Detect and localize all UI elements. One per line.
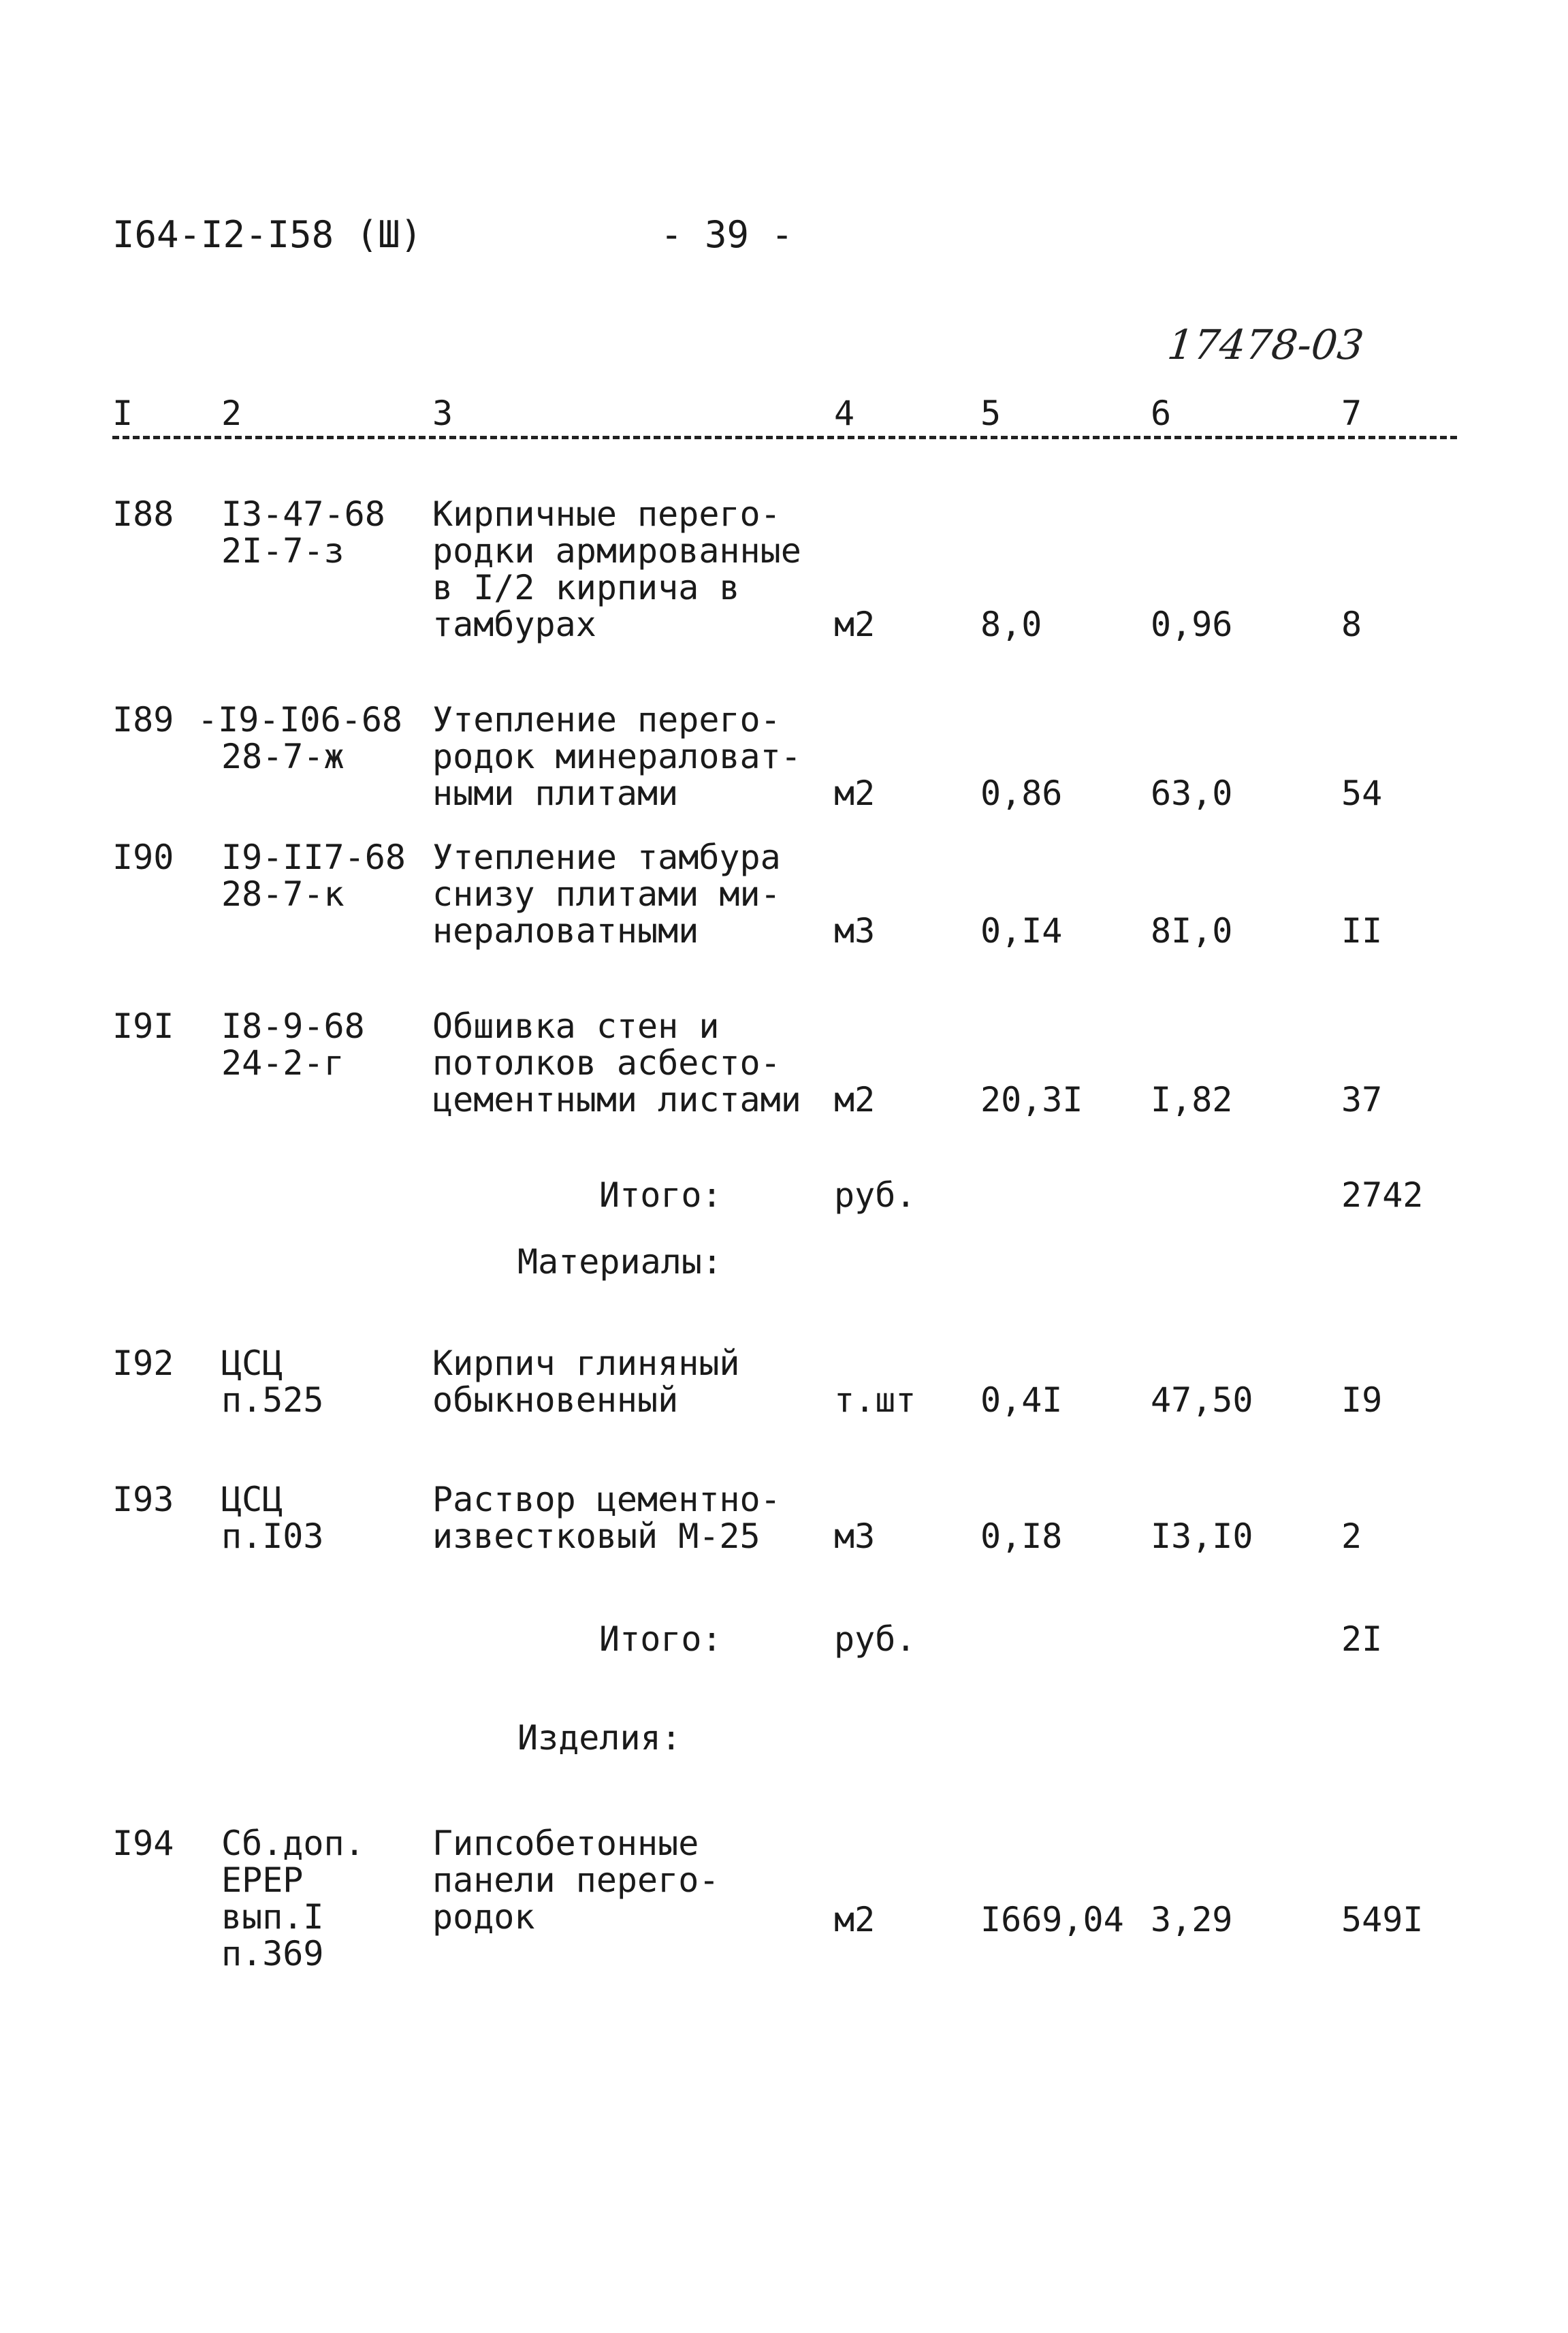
row-number: I90 bbox=[112, 838, 174, 877]
row-desc-line: родки армированные bbox=[432, 531, 801, 571]
column-header-5: 5 bbox=[980, 394, 1002, 433]
row-code-line: вып.I bbox=[221, 1897, 324, 1937]
row-desc-line: панели перего- bbox=[432, 1860, 720, 1900]
row-desc-line: родок минераловат- bbox=[432, 737, 801, 776]
header-dashed-rule bbox=[112, 436, 1457, 439]
row-code-line: -I9-I06-68 bbox=[197, 700, 403, 740]
subtotal-value: 2742 bbox=[1341, 1175, 1424, 1215]
row-unit: м3 bbox=[834, 1517, 876, 1556]
row-code-line: 28-7-ж bbox=[221, 737, 345, 776]
row-quantity: 0,I4 bbox=[980, 911, 1063, 951]
row-price: I,82 bbox=[1151, 1080, 1233, 1120]
row-price: 3,29 bbox=[1151, 1900, 1233, 1939]
row-code-line: 24-2-г bbox=[221, 1043, 345, 1083]
row-total: 54 bbox=[1341, 774, 1383, 813]
row-code-line: п.I03 bbox=[221, 1517, 324, 1556]
row-unit: м2 bbox=[834, 1080, 876, 1120]
row-total: I9 bbox=[1341, 1380, 1383, 1420]
row-code-line: I3-47-68 bbox=[221, 494, 385, 534]
row-desc-line: тамбурах bbox=[432, 605, 596, 644]
row-desc-line: Обшивка стен и bbox=[432, 1006, 720, 1046]
row-code-line: 2I-7-з bbox=[221, 531, 345, 571]
handwritten-note: 17478-03 bbox=[1165, 321, 1366, 369]
row-code-line: ЕРЕР bbox=[221, 1860, 304, 1900]
row-desc-line: Кирпич глиняный bbox=[432, 1344, 740, 1383]
subtotal-label: Итого: bbox=[599, 1619, 722, 1659]
column-header-7: 7 bbox=[1341, 394, 1362, 433]
subtotal-value: 2I bbox=[1341, 1619, 1383, 1659]
row-code-line: п.525 bbox=[221, 1380, 324, 1420]
row-number: I92 bbox=[112, 1344, 174, 1383]
row-quantity: 0,I8 bbox=[980, 1517, 1063, 1556]
row-desc-line: Утепление тамбура bbox=[432, 838, 781, 877]
row-total: 8 bbox=[1341, 605, 1362, 644]
row-code-line: Сб.доп. bbox=[221, 1824, 365, 1863]
row-price: 47,50 bbox=[1151, 1380, 1253, 1420]
row-total: 37 bbox=[1341, 1080, 1383, 1120]
section-heading-materials: Материалы: bbox=[517, 1242, 723, 1282]
page-number: - 39 - bbox=[660, 213, 794, 256]
row-price: 63,0 bbox=[1151, 774, 1233, 813]
row-unit: м2 bbox=[834, 1900, 876, 1939]
column-header-4: 4 bbox=[834, 394, 855, 433]
row-unit: м3 bbox=[834, 911, 876, 951]
row-desc-line: потолков асбесто- bbox=[432, 1043, 781, 1083]
row-desc-line: Кирпичные перего- bbox=[432, 494, 781, 534]
column-header-1: I bbox=[112, 394, 133, 433]
column-header-2: 2 bbox=[221, 394, 242, 433]
row-number: I88 bbox=[112, 494, 174, 534]
row-desc-line: ными плитами bbox=[432, 774, 679, 813]
row-desc-line: известковый М-25 bbox=[432, 1517, 761, 1556]
row-total: 549I bbox=[1341, 1900, 1424, 1939]
row-number: I94 bbox=[112, 1824, 174, 1863]
row-total: II bbox=[1341, 911, 1383, 951]
row-code-line: ЦСЦ bbox=[221, 1344, 283, 1383]
column-header-6: 6 bbox=[1151, 394, 1172, 433]
section-heading-products: Изделия: bbox=[517, 1718, 682, 1758]
row-desc-line: снизу плитами ми- bbox=[432, 874, 781, 914]
row-desc-line: в I/2 кирпича в bbox=[432, 568, 740, 607]
row-unit: м2 bbox=[834, 774, 876, 813]
row-total: 2 bbox=[1341, 1517, 1362, 1556]
row-unit: м2 bbox=[834, 605, 876, 644]
row-unit: т.шт bbox=[834, 1380, 916, 1420]
column-header-3: 3 bbox=[432, 394, 453, 433]
row-quantity: 20,3I bbox=[980, 1080, 1083, 1120]
row-quantity: 8,0 bbox=[980, 605, 1042, 644]
row-desc-line: цементными листами bbox=[432, 1080, 801, 1120]
row-price: I3,I0 bbox=[1151, 1517, 1253, 1556]
row-quantity: 0,86 bbox=[980, 774, 1063, 813]
row-desc-line: нераловатными bbox=[432, 911, 699, 951]
row-code-line: I8-9-68 bbox=[221, 1006, 365, 1046]
subtotal-label: Итого: bbox=[599, 1175, 722, 1215]
row-desc-line: Гипсобетонные bbox=[432, 1824, 699, 1863]
row-price: 0,96 bbox=[1151, 605, 1233, 644]
row-quantity: I669,04 bbox=[980, 1900, 1124, 1939]
row-code-line: I9-II7-68 bbox=[221, 838, 406, 877]
document-code: I64-I2-I58 (Ш) bbox=[112, 213, 423, 256]
row-number: I9I bbox=[112, 1006, 174, 1046]
subtotal-unit: руб. bbox=[834, 1619, 916, 1659]
row-price: 8I,0 bbox=[1151, 911, 1233, 951]
subtotal-unit: руб. bbox=[834, 1175, 916, 1215]
row-quantity: 0,4I bbox=[980, 1380, 1063, 1420]
row-code-line: 28-7-к bbox=[221, 874, 345, 914]
row-desc-line: родок bbox=[432, 1897, 535, 1937]
row-desc-line: Утепление перего- bbox=[432, 700, 781, 740]
row-desc-line: Раствор цементно- bbox=[432, 1480, 781, 1519]
row-number: I89 bbox=[112, 700, 174, 740]
row-number: I93 bbox=[112, 1480, 174, 1519]
row-code-line: ЦСЦ bbox=[221, 1480, 283, 1519]
row-desc-line: обыкновенный bbox=[432, 1380, 679, 1420]
row-code-line: п.369 bbox=[221, 1934, 324, 1973]
